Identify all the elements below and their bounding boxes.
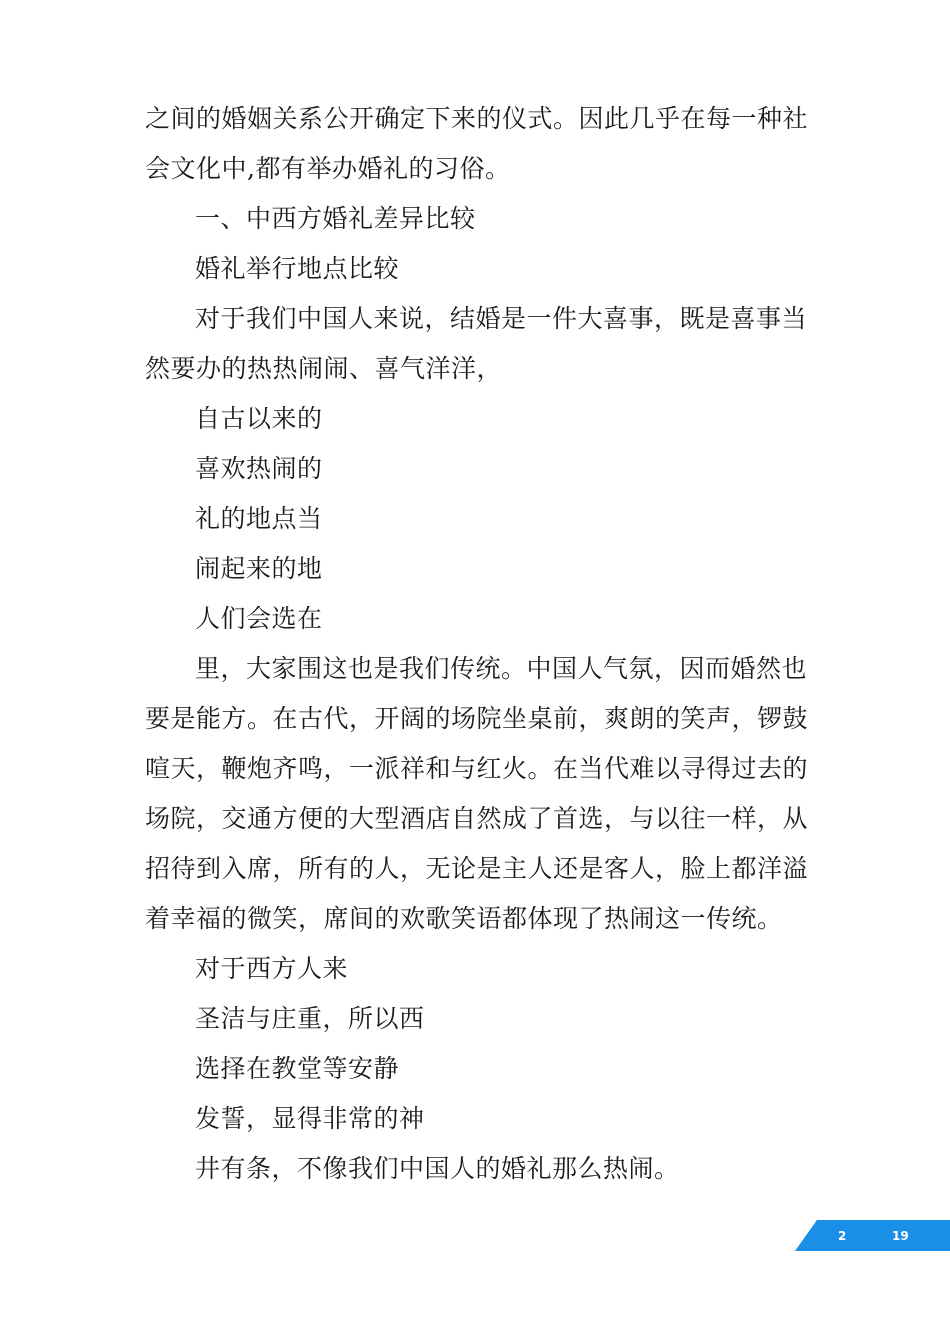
paragraph: 里，大家围这也是我们传统。中国人气氛，因而婚然也要是能方。在古代，开阔的场院坐桌前，爽朗的笑声，锣鼓喧天，鞭炮齐鸣，一派祥和与红火。在当代难以寻得过去的场院，交通方便的大型酒店自然成了首选，与以往一样，从招待到入席，所有的人，无论是主人还是客人，脸上都洋溢着幸福的微笑，席间的欢歌笑语都体现了热闹这一传统。 <box>145 654 809 933</box>
paragraph: 发誓，显得非常的神 <box>195 1104 425 1133</box>
paragraph: 圣洁与庄重，所以西 <box>195 1004 425 1033</box>
paragraph: 对于我们中国人来说，结婚是一件大喜事，既是喜事当然要办的热热闹闹、喜气洋洋， <box>145 304 808 383</box>
total-page-count: 19 <box>892 1229 909 1243</box>
paragraph: 喜欢热闹的 <box>195 454 323 483</box>
paragraph: 礼的地点当 <box>195 504 323 533</box>
document-body <box>145 94 810 1194</box>
paragraph: 自古以来的 <box>195 404 323 433</box>
paragraph: 一、中西方婚礼差异比较 <box>195 204 476 233</box>
current-page-number: 2 <box>838 1229 847 1243</box>
paragraph: 对于西方人来 <box>195 954 349 983</box>
page-footer <box>795 1220 950 1251</box>
paragraph: 选择在教堂等安静 <box>195 1054 400 1083</box>
paragraph: 之间的婚姻关系公开确定下来的仪式。因此几乎在每一种社会文化中,都有举办婚礼的习俗。 <box>145 104 809 183</box>
paragraph: 闹起来的地 <box>195 554 323 583</box>
paragraph: 婚礼举行地点比较 <box>195 254 400 283</box>
paragraph: 人们会选在 <box>195 604 323 633</box>
page-number-banner <box>795 1220 950 1251</box>
paragraph: 井有条，不像我们中国人的婚礼那么热闹。 <box>195 1154 680 1183</box>
